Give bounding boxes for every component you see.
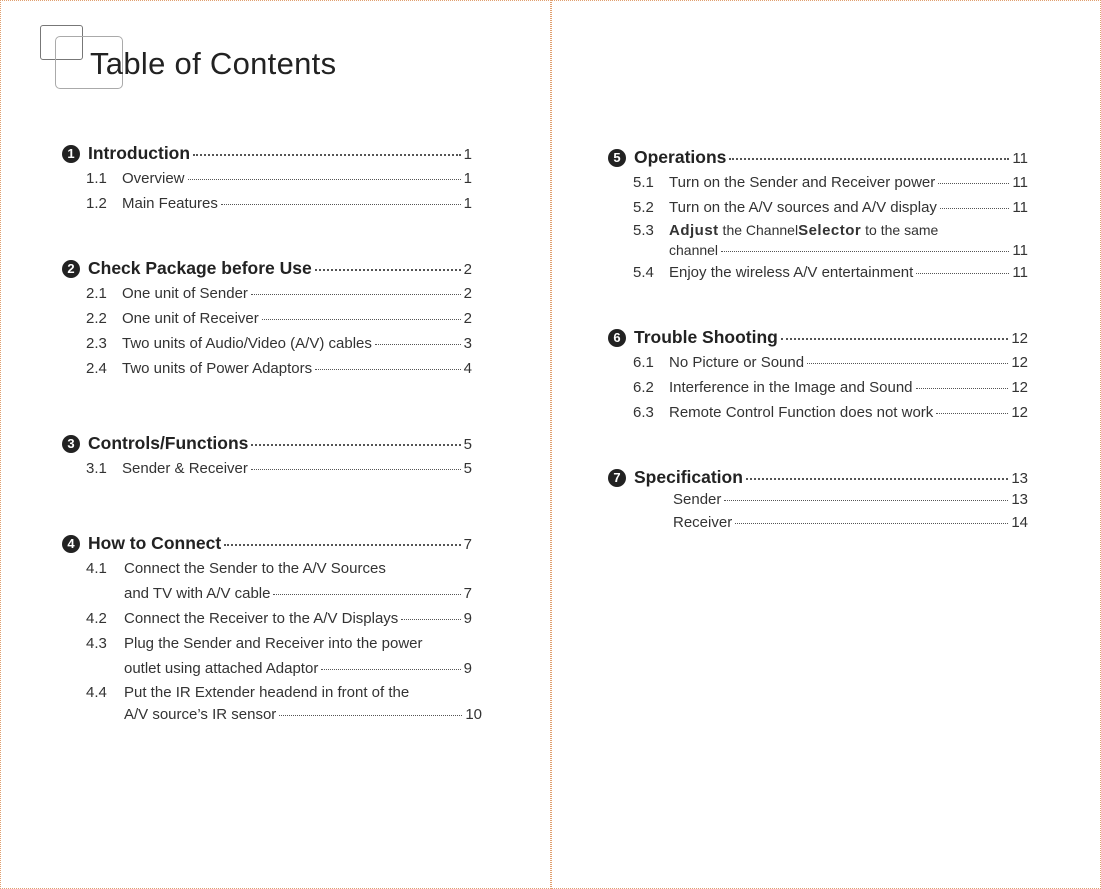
number-6-icon: 6 [608,329,626,347]
toc-entry[interactable] [86,335,472,352]
toc-entry[interactable] [86,460,472,477]
entry-label: Remote Control Function does not work [669,404,934,421]
toc-section-trouble-shooting[interactable] [608,327,1028,348]
entry-label: Connect the Receiver to the A/V Displays [124,610,399,627]
dot-leader [938,183,1009,184]
dot-leader [940,208,1009,209]
toc-entry-first-line[interactable] [86,635,423,652]
dot-leader [321,669,460,670]
toc-entry[interactable] [633,404,1028,421]
entry-label: to the same [861,222,939,238]
toc-entry-first-line[interactable] [86,684,409,701]
page-number: 12 [1011,354,1028,371]
toc-entry-first-line[interactable] [86,560,386,577]
toc-entry[interactable] [633,354,1028,371]
entry-index: 5.4 [633,264,654,281]
entry-label: Plug the Sender and Receiver into the power [124,635,423,652]
page-title: Table of Contents [90,46,337,81]
toc-section-controls[interactable] [62,433,472,454]
dot-leader [781,338,1008,340]
page-number: 11 [1012,174,1028,191]
entry-label: and TV with A/V cable [124,585,271,602]
page-number: 2 [463,261,472,278]
entry-label: channel [669,242,719,258]
section-label: Trouble Shooting [634,327,778,347]
section-label: Check Package before Use [88,258,312,278]
page-number: 1 [463,146,472,163]
dot-leader [936,413,1008,414]
number-1-icon: 1 [62,145,80,163]
page-number: 4 [463,360,472,377]
page-number: 11 [1012,264,1028,281]
entry-index: 6.1 [633,354,654,371]
entry-label: A/V source’s IR sensor [124,706,277,723]
toc-entry[interactable] [673,514,1028,531]
entry-label: Two units of Power Adaptors [122,360,313,377]
page-number: 11 [1012,150,1028,167]
entry-index: 4.2 [86,610,107,627]
dot-leader [315,269,461,271]
toc-entry[interactable] [86,310,472,327]
toc-entry-first-line[interactable] [633,222,938,239]
dot-leader [251,294,461,295]
page-number: 7 [463,536,472,553]
page-number: 12 [1011,379,1028,396]
entry-index: 5.2 [633,199,654,216]
page-number: 14 [1011,514,1028,531]
toc-entry[interactable] [633,174,1028,191]
entry-label: Main Features [122,195,218,212]
dot-leader [729,158,1009,160]
page-number: 13 [1011,491,1028,508]
dot-leader [746,478,1008,480]
entry-label-adjust: Adjust [669,222,719,239]
entry-label: Sender [673,491,722,508]
toc-entry-continuation[interactable] [124,706,482,723]
number-2-icon: 2 [62,260,80,278]
entry-label: Connect the Sender to the A/V Sources [124,560,386,577]
toc-section-operations[interactable] [608,147,1028,168]
page-number: 11 [1012,199,1028,216]
dot-leader [262,319,461,320]
toc-entry[interactable] [86,195,472,212]
entry-index: 6.2 [633,379,654,396]
toc-entry[interactable] [673,491,1028,508]
page-number: 13 [1011,470,1028,487]
toc-section-specification[interactable] [608,467,1028,488]
page-number: 11 [1012,242,1028,259]
dot-leader [251,469,461,470]
entry-label: No Picture or Sound [669,354,805,371]
page-number: 2 [463,310,472,327]
entry-index: 5.1 [633,174,654,191]
toc-entry[interactable] [86,360,472,377]
number-4-icon: 4 [62,535,80,553]
toc-entry-continuation[interactable] [669,242,1028,259]
entry-label-selector: Selector [798,222,862,239]
entry-index: 1.2 [86,195,107,212]
entry-label: outlet using attached Adaptor [124,660,319,677]
entry-index: 2.1 [86,285,107,302]
dot-leader [224,544,460,546]
entry-label: Overview [122,170,185,187]
entry-label: Interference in the Image and Sound [669,379,913,396]
dot-leader [735,523,1008,524]
dot-leader [916,273,1009,274]
toc-section-check-package[interactable] [62,258,472,279]
number-3-icon: 3 [62,435,80,453]
page-number: 9 [463,610,472,627]
dot-leader [251,444,460,446]
page-number: 12 [1011,404,1028,421]
dot-leader [375,344,461,345]
dot-leader [724,500,1008,501]
toc-entry[interactable] [633,379,1028,396]
page-number: 1 [463,195,472,212]
page-number: 9 [463,660,472,677]
section-label: How to Connect [88,533,222,553]
entry-index: 2.3 [86,335,107,352]
toc-entry[interactable] [86,170,472,187]
toc-entry[interactable] [86,285,472,302]
entry-index: 3.1 [86,460,107,477]
dot-leader [916,388,1009,389]
number-5-icon: 5 [608,149,626,167]
page-number: 5 [463,460,472,477]
page-number: 5 [463,436,472,453]
dot-leader [807,363,1008,364]
entry-index: 4.4 [86,684,107,701]
dot-leader [221,204,461,205]
dot-leader [273,594,460,595]
number-7-icon: 7 [608,469,626,487]
toc-section-how-to-connect[interactable] [62,533,472,554]
entry-label: the Channel [718,222,799,238]
page-number: 10 [465,706,482,723]
page-number: 1 [463,170,472,187]
toc-entry-continuation[interactable] [124,585,472,602]
section-label: Operations [634,147,727,167]
entry-index: 5.3 [633,222,654,239]
entry-label: Sender & Receiver [122,460,248,477]
toc-entry[interactable] [86,610,472,627]
right-page [551,0,1101,889]
page-number: 2 [463,285,472,302]
entry-label: One unit of Receiver [122,310,259,327]
dot-leader [279,715,462,716]
entry-label: Receiver [673,514,733,531]
entry-index: 2.4 [86,360,107,377]
entry-index: 4.1 [86,560,107,577]
toc-entry-continuation[interactable] [124,660,472,677]
entry-label: Two units of Audio/Video (A/V) cables [122,335,372,352]
entry-index: 2.2 [86,310,107,327]
entry-label: Turn on the A/V sources and A/V display [669,199,937,216]
entry-index: 1.1 [86,170,107,187]
dot-leader [188,179,461,180]
toc-section-introduction[interactable] [62,143,472,164]
entry-index: 6.3 [633,404,654,421]
entry-index: 4.3 [86,635,107,652]
toc-entry[interactable] [633,264,1028,281]
dot-leader [721,251,1009,252]
dot-leader [315,369,461,370]
entry-label: Enjoy the wireless A/V entertainment [669,264,914,281]
page-number: 3 [463,335,472,352]
entry-label: Turn on the Sender and Receiver power [669,174,936,191]
section-label: Specification [634,467,743,487]
page-number: 7 [463,585,472,602]
entry-label: Put the IR Extender headend in front of the [124,684,410,701]
page-number: 12 [1011,330,1028,347]
section-label: Controls/Functions [88,433,249,453]
dot-leader [401,619,460,620]
toc-entry[interactable] [633,199,1028,216]
section-label: Introduction [88,143,191,163]
dot-leader [193,154,461,156]
entry-label: One unit of Sender [122,285,248,302]
